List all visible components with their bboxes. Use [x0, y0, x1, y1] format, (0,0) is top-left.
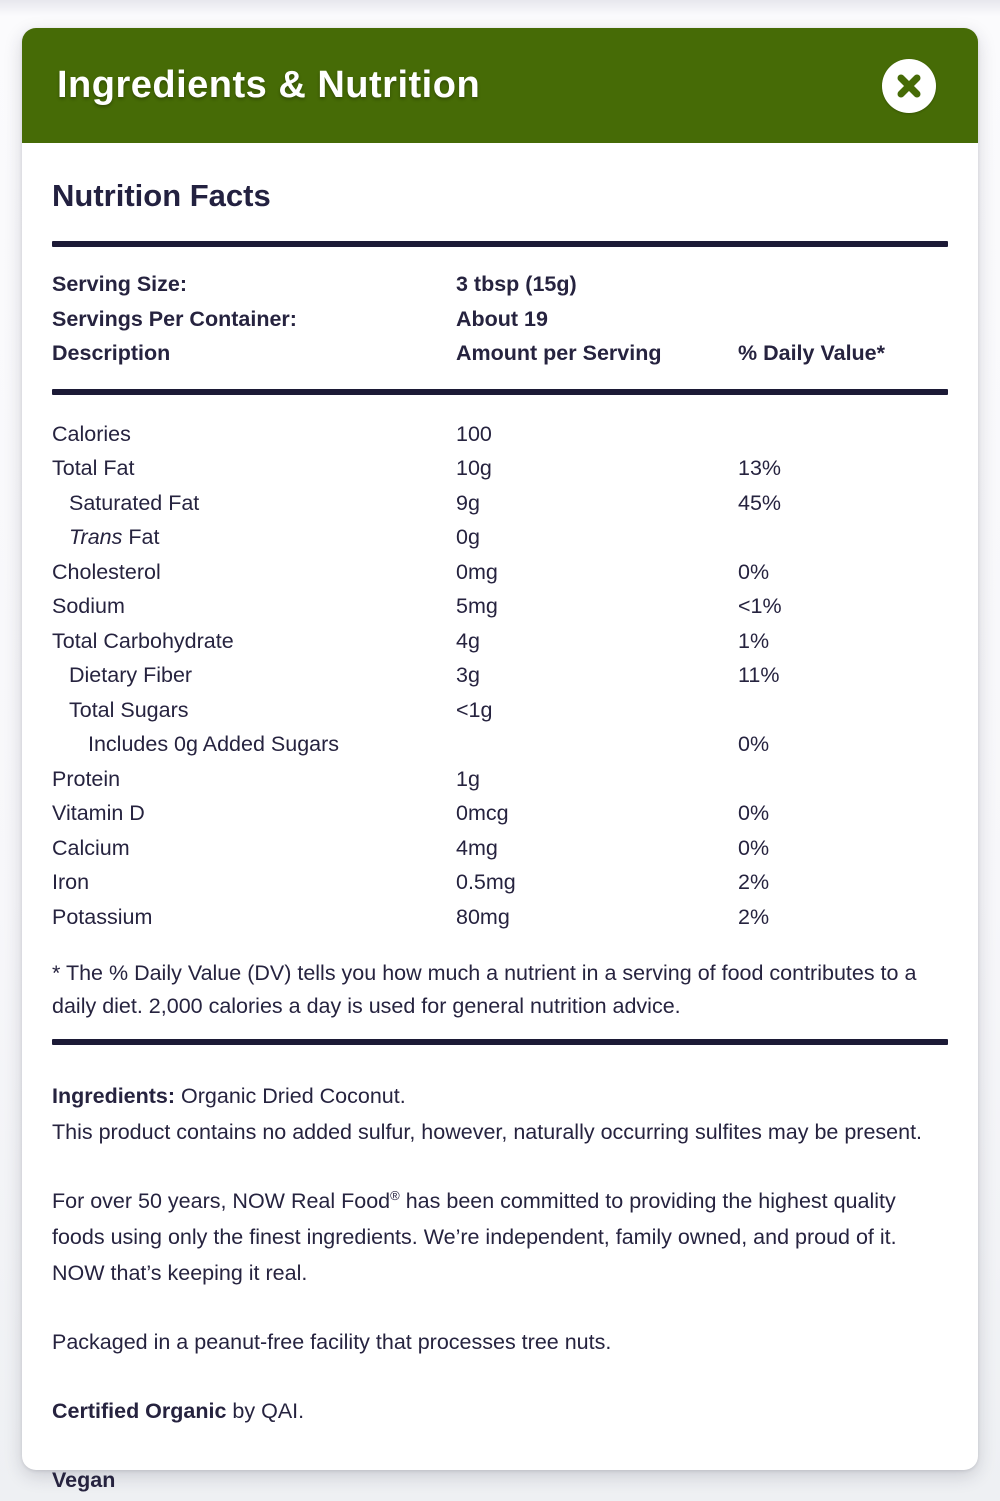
nutrient-amount: 4g [456, 628, 480, 653]
nutrient-row [52, 727, 948, 762]
nutrient-amount: 0.5mg [456, 870, 516, 894]
nutrient-amount: <1g [456, 697, 493, 722]
nutrient-daily-value [738, 693, 948, 728]
nutrient-amount: 4mg [456, 835, 498, 860]
sulfur-note: This product contains no added sulfur, however, naturally occurring sulfites may be present. [52, 1120, 923, 1144]
nutrient-row [52, 555, 948, 590]
registered-mark: ® [390, 1187, 400, 1203]
nutrient-label: Total Carbohydrate [52, 628, 234, 653]
nutrient-row [52, 417, 948, 452]
servings-per-container-value: About 19 [456, 306, 548, 331]
nutrient-label: Protein [52, 766, 121, 791]
nutrient-row [52, 451, 948, 486]
certified-organic-label: Certified Organic [52, 1399, 227, 1423]
column-header-amount: Amount per Serving [456, 341, 662, 365]
nutrient-label: Total Sugars [69, 697, 189, 722]
nutrition-table [52, 395, 948, 935]
column-header-description: Description [52, 341, 171, 365]
brand-text-before: For over 50 years, NOW Real Food [52, 1189, 391, 1213]
modal-title: Ingredients & Nutrition [57, 64, 481, 106]
servings-per-container-row [52, 302, 948, 337]
nutrient-row [52, 831, 948, 866]
nutrient-label: Cholesterol [52, 559, 161, 584]
nutrient-row [52, 624, 948, 659]
ingredients-label: Ingredients: [52, 1084, 176, 1108]
nutrient-row [52, 658, 948, 693]
table-column-headers [52, 336, 948, 371]
nutrient-label: Dietary Fiber [69, 663, 193, 687]
nutrient-daily-value: 1% [738, 628, 770, 653]
nutrient-daily-value [738, 520, 948, 555]
nutrient-daily-value: 13% [738, 456, 782, 480]
nutrition-facts-heading: Nutrition Facts [52, 178, 271, 213]
serving-size-value: 3 tbsp (15g) [456, 272, 577, 296]
nutrient-row [52, 520, 948, 555]
nutrient-daily-value: 0% [738, 559, 770, 584]
nutrient-row [52, 796, 948, 831]
nutrient-daily-value: 2% [738, 904, 770, 929]
serving-info-block [52, 247, 948, 371]
nutrient-label: Sodium [52, 594, 125, 618]
packaging-note: Packaged in a peanut-free facility that processes tree nuts. [52, 1330, 612, 1354]
nutrient-daily-value [738, 417, 948, 452]
nutrient-daily-value: 0% [738, 801, 770, 825]
modal-header [22, 28, 978, 143]
nutrient-label: Saturated Fat [69, 490, 200, 515]
nutrient-amount: 0mcg [456, 801, 509, 825]
divider-footnote [52, 1039, 948, 1045]
nutrient-amount: 0mg [456, 559, 498, 584]
nutrient-row [52, 762, 948, 797]
nutrient-amount: 5mg [456, 594, 498, 618]
certified-organic-rest: by QAI. [226, 1399, 305, 1423]
nutrient-amount: 9g [456, 490, 480, 515]
serving-size-label: Serving Size: [52, 272, 188, 296]
column-header-daily-value: % Daily Value* [738, 341, 885, 365]
nutrient-label: Trans Fat [69, 525, 160, 549]
close-icon [894, 71, 924, 101]
brand-text-after: has been committed to providing the highest quality foods using only the finest ingredients. We’re independent, family owned, and proud of it. NOW that’s keeping it real. [52, 1189, 897, 1285]
nutrient-daily-value: 0% [738, 732, 770, 756]
vegan-label: Vegan [52, 1468, 116, 1492]
nutrient-row [52, 900, 948, 935]
nutrient-daily-value [738, 762, 948, 797]
serving-size-row [52, 267, 948, 302]
nutrient-amount: 10g [456, 456, 492, 480]
nutrient-amount: 80mg [456, 904, 510, 929]
nutrient-row [52, 693, 948, 728]
nutrient-daily-value: 11% [738, 663, 780, 687]
nutrient-daily-value: <1% [738, 594, 782, 618]
ingredients-value: Organic Dried Coconut. [175, 1084, 406, 1108]
brand-paragraph [52, 1183, 948, 1291]
close-button[interactable] [882, 59, 936, 113]
nutrient-row [52, 486, 948, 521]
nutrient-row [52, 865, 948, 900]
nutrient-amount: 100 [456, 421, 492, 446]
nutrient-label: Vitamin D [52, 801, 145, 825]
nutrient-amount [456, 727, 738, 762]
nutrient-label: Includes 0g Added Sugars [88, 732, 340, 756]
nutrient-label: Calories [52, 421, 131, 446]
nutrient-amount: 3g [456, 663, 480, 687]
certified-organic-line [52, 1393, 948, 1429]
nutrient-label: Calcium [52, 835, 130, 860]
nutrient-daily-value: 2% [738, 870, 770, 894]
nutrient-daily-value: 0% [738, 835, 770, 860]
nutrient-amount: 1g [456, 766, 480, 791]
nutrient-row [52, 589, 948, 624]
nutrient-label: Total Fat [52, 456, 135, 480]
modal-body [22, 178, 978, 1498]
nutrient-daily-value: 45% [738, 490, 782, 515]
ingredients-nutrition-modal [22, 28, 978, 1492]
servings-per-container-label: Servings Per Container: [52, 306, 297, 331]
nutrient-amount: 0g [456, 525, 480, 549]
nutrient-label: Iron [52, 870, 90, 894]
nutrient-label: Potassium [52, 904, 153, 929]
daily-value-footnote: * The % Daily Value (DV) tells you how much a nutrient in a serving of food contributes to a daily diet. 2,000 calories a day is used for general nutrition advice. [52, 961, 917, 1018]
ingredients-line [52, 1078, 948, 1150]
